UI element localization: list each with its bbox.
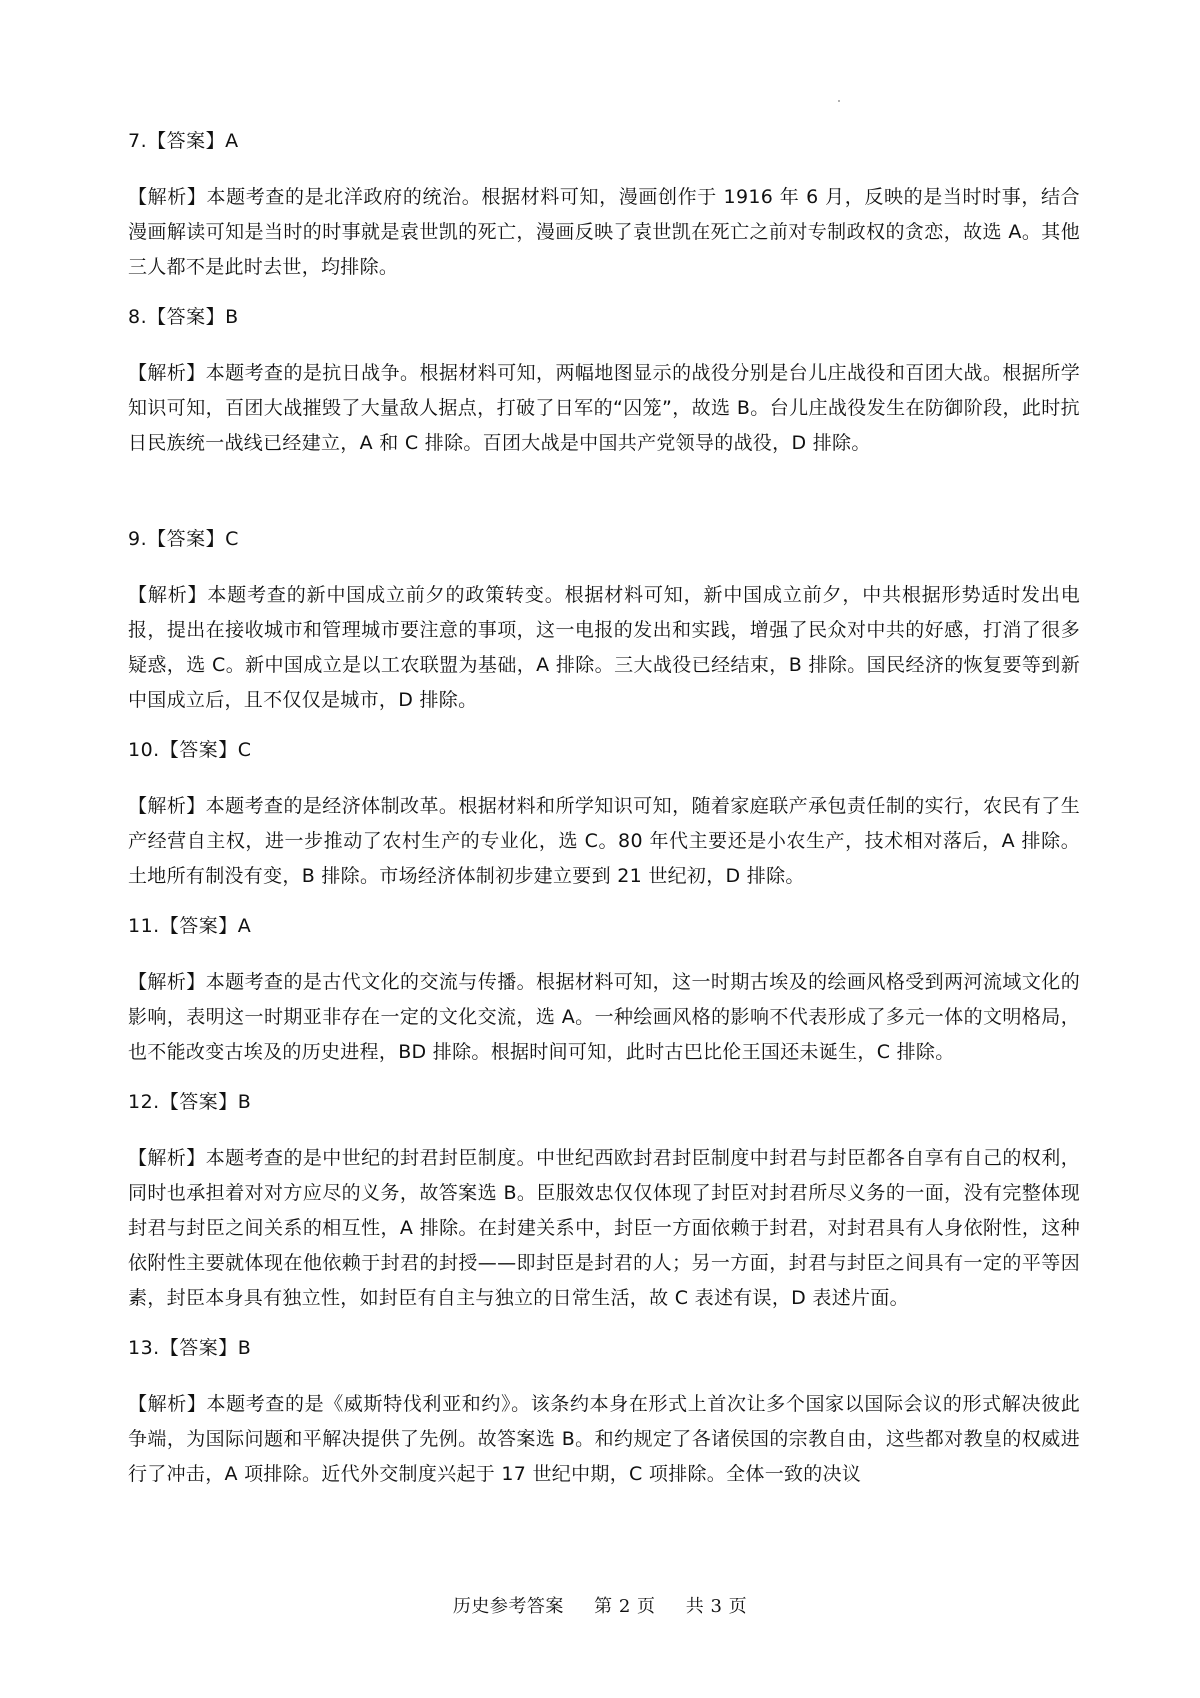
answer-item-10 (128, 737, 1080, 894)
answer-item-12 (128, 1089, 1080, 1316)
answer-item-13 (128, 1335, 1080, 1492)
answer-explanation: 【解析】本题考查的是抗日战争。根据材料可知，两幅地图显示的战役分别是台儿庄战役和百团大战。根据所学知识可知，百团大战摧毁了大量敌人据点，打破了日军的“囚笼”，故选 B。台儿庄战役发生在防御阶段，此时抗日民族统一战线已经建立，A 和 C 排除。百团大战是中国共产党领导的战役，D 排除。 (128, 362, 1080, 454)
answer-heading: 8.【答案】B (128, 306, 239, 328)
answer-explanation: 【解析】本题考查的是中世纪的封君封臣制度。中世纪西欧封君封臣制度中封君与封臣都各自享有自己的权利，同时也承担着对对方应尽的义务，故答案选 B。臣服效忠仅仅体现了封臣对封君所尽义务的一面，没有完整体现封君与封臣之间关系的相互性，A 排除。在封建关系中，封臣一方面依赖于封君，对封君具有人身依附性，这种依附性主要就体现在他依赖于封君的封授——即封臣是封君的人；另一方面，封君与封臣之间具有一定的平等因素，封臣本身具有独立性，如封臣有自主与独立的日常生活，故 C 表述有误，D 表述片面。 (128, 1147, 1080, 1309)
answer-explanation: 【解析】本题考查的是北洋政府的统治。根据材料可知，漫画创作于 1916 年 6 月，反映的是当时时事，结合漫画解读可知是当时的时事就是袁世凯的死亡，漫画反映了袁世凯在死亡之前对专制政权的贪恋，故选 A。其他三人都不是此时去世，均排除。 (128, 186, 1080, 278)
answer-heading: 9.【答案】C (128, 528, 239, 550)
answer-item-7 (128, 128, 1080, 285)
answer-item-9 (128, 526, 1080, 718)
answer-heading: 7.【答案】A (128, 130, 239, 152)
answer-explanation: 【解析】本题考查的是经济体制改革。根据材料和所学知识可知，随着家庭联产承包责任制的实行，农民有了生产经营自主权，进一步推动了农村生产的专业化，选 C。80 年代主要还是小农生产，技术相对落后，A 排除。土地所有制没有变，B 排除。市场经济体制初步建立要到 21 世纪初，D 排除。 (128, 795, 1080, 887)
scan-speck (838, 100, 840, 102)
answer-explanation: 【解析】本题考查的是古代文化的交流与传播。根据材料可知，这一时期古埃及的绘画风格受到两河流域文化的影响，表明这一时期亚非存在一定的文化交流，选 A。一种绘画风格的影响不代表形成了多元一体的文明格局，也不能改变古埃及的历史进程，BD 排除。根据时间可知，此时古巴比伦王国还未诞生，C 排除。 (128, 971, 1080, 1063)
answer-heading: 11.【答案】A (128, 915, 252, 937)
answer-item-11 (128, 913, 1080, 1070)
footer-page-number: 第 2 页 (594, 1596, 656, 1617)
answer-heading: 10.【答案】C (128, 739, 252, 761)
footer-title: 历史参考答案 (452, 1596, 564, 1617)
answer-explanation: 【解析】本题考查的是《威斯特伐利亚和约》。该条约本身在形式上首次让多个国家以国际会议的形式解决彼此争端，为国际问题和平解决提供了先例。故答案选 B。和约规定了各诸侯国的宗教自由，这些都对教皇的权威进行了冲击，A 项排除。近代外交制度兴起于 17 世纪中期，C 项排除。全体一致的决议 (128, 1393, 1080, 1485)
answer-explanation: 【解析】本题考查的新中国成立前夕的政策转变。根据材料可知，新中国成立前夕，中共根据形势适时发出电报，提出在接收城市和管理城市要注意的事项，这一电报的发出和实践，增强了民众对中共的好感，打消了很多疑惑，选 C。新中国成立是以工农联盟为基础，A 排除。三大战役已经结束，B 排除。国民经济的恢复要等到新中国成立后，且不仅仅是城市，D 排除。 (128, 584, 1080, 711)
answer-heading: 12.【答案】B (128, 1091, 252, 1113)
spacer (128, 480, 1080, 526)
answer-content (128, 128, 1080, 1511)
page-footer (0, 1592, 1200, 1618)
answer-item-8 (128, 304, 1080, 461)
answer-heading: 13.【答案】B (128, 1337, 252, 1359)
footer-total-pages: 共 3 页 (685, 1596, 748, 1617)
